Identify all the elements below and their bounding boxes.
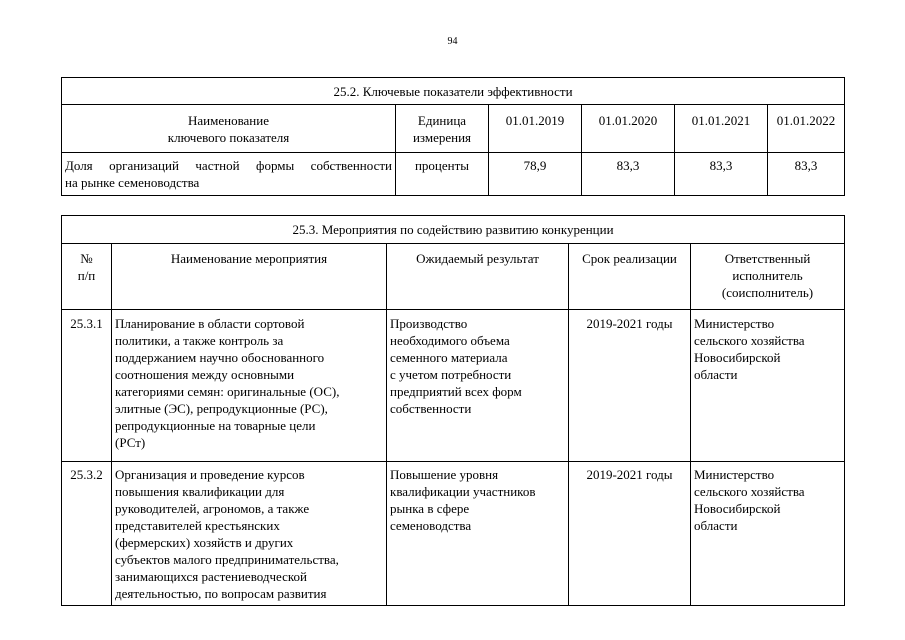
measure-responsible: Министерство сельского хозяйства Новосибирской области <box>691 310 845 462</box>
header-date: 01.01.2020 <box>582 105 675 153</box>
expected-result: Производство необходимого объема семенного материала с учетом потребности предприятий всех форм собственности <box>387 310 569 462</box>
indicator-name: Доля организаций частной формы собственности на рынке семеноводства <box>62 153 396 196</box>
header-unit: Единица измерения <box>396 105 489 153</box>
measure-number: 25.3.1 <box>62 310 112 462</box>
indicator-unit: проценты <box>396 153 489 196</box>
measure-name: Планирование в области сортовой политики, а также контроль за поддержанием научно обоснованного соотношения между основными категориями семян: оригинальные (ОС), элитные (ЭС), репродукционные (РС), репродукционные на товарные цели (РСт) <box>112 310 387 462</box>
header-date: 01.01.2022 <box>768 105 845 153</box>
indicator-value: 83,3 <box>582 153 675 196</box>
header-term: Срок реализации <box>569 244 691 310</box>
table-row <box>62 153 845 196</box>
header-expected-result: Ожидаемый результат <box>387 244 569 310</box>
header-indicator-name: Наименование ключевого показателя <box>62 105 396 153</box>
header-number: № п/п <box>62 244 112 310</box>
measure-term: 2019-2021 годы <box>569 310 691 462</box>
header-date: 01.01.2021 <box>675 105 768 153</box>
table-row <box>62 462 845 606</box>
measure-name: Организация и проведение курсов повышения квалификации для руководителей, агрономов, а также представителей крестьянских (фермерских) хозяйств и других субъектов малого предпринимательства, занимающихся растениеводческой деятельностью, по вопросам развития <box>112 462 387 606</box>
indicator-value: 83,3 <box>768 153 845 196</box>
measure-term: 2019-2021 годы <box>569 462 691 606</box>
competition-measures-table <box>61 215 845 606</box>
indicator-value: 78,9 <box>489 153 582 196</box>
table-row <box>62 310 845 462</box>
expected-result: Повышение уровня квалификации участников рынка в сфере семеноводства <box>387 462 569 606</box>
header-measure-name: Наименование мероприятия <box>112 244 387 310</box>
page-number: 94 <box>447 36 458 47</box>
key-indicators-caption: 25.2. Ключевые показатели эффективности <box>62 78 845 105</box>
indicator-value: 83,3 <box>675 153 768 196</box>
competition-measures-caption: 25.3. Мероприятия по содействию развитию конкуренции <box>62 216 845 244</box>
header-date: 01.01.2019 <box>489 105 582 153</box>
measure-number: 25.3.2 <box>62 462 112 606</box>
header-responsible: Ответственный исполнитель (соисполнитель) <box>691 244 845 310</box>
measure-responsible: Министерство сельского хозяйства Новосибирской области <box>691 462 845 606</box>
key-indicators-table <box>61 77 845 196</box>
